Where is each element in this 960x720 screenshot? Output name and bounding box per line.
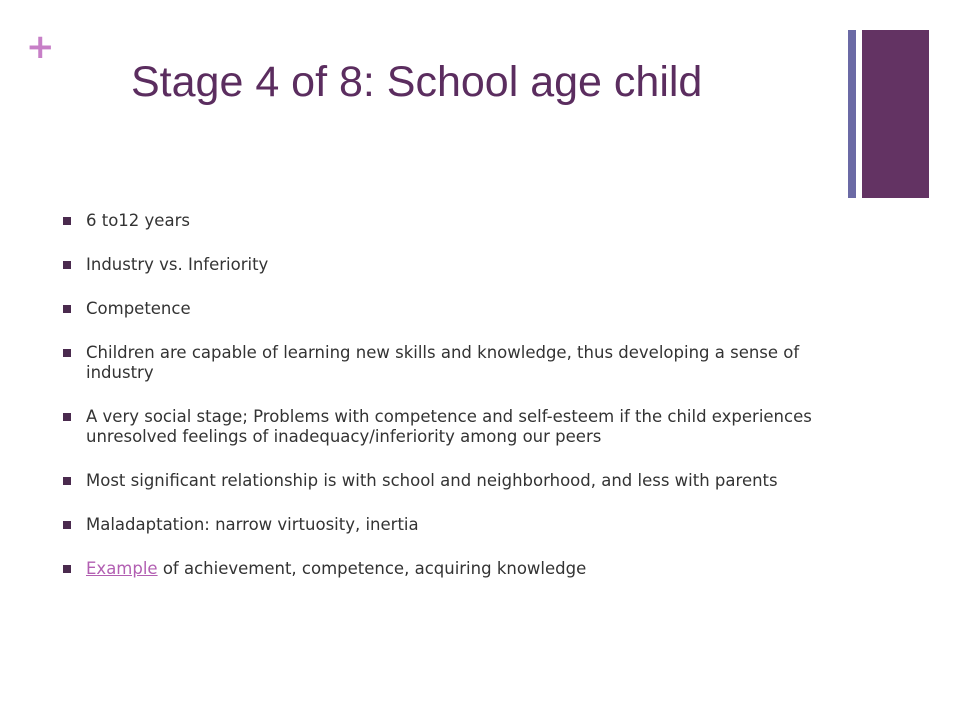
bullet-text: of achievement, competence, acquiring knowledge xyxy=(157,559,587,578)
slide-title: Stage 4 of 8: School age child xyxy=(131,58,703,106)
bullet-text: 6 to12 years xyxy=(86,211,190,230)
bullet-text: Maladaptation: narrow virtuosity, inertia xyxy=(86,515,419,534)
square-bullet-icon xyxy=(63,217,71,225)
bullet-text: A very social stage; Problems with competence and self-esteem if the child experiences unresolved feelings of inadequacy/inferiority among our peers xyxy=(86,407,812,446)
bullet-item-learning xyxy=(62,343,842,383)
bullet-item-crisis xyxy=(62,255,842,275)
example-link[interactable]: Example xyxy=(86,559,158,578)
square-bullet-icon xyxy=(63,565,71,573)
bullet-item-relationships xyxy=(62,471,842,491)
bullet-item-social-stage xyxy=(62,407,842,447)
bullet-item-example xyxy=(62,559,842,579)
bullet-text: Children are capable of learning new skills and knowledge, thus developing a sense of industry xyxy=(86,343,800,382)
square-bullet-icon xyxy=(63,349,71,357)
square-bullet-icon xyxy=(63,261,71,269)
square-bullet-icon xyxy=(63,305,71,313)
bullet-list xyxy=(62,211,842,603)
bullet-item-age-range xyxy=(62,211,842,231)
accent-bar-thick xyxy=(862,30,929,198)
bullet-text: Competence xyxy=(86,299,191,318)
square-bullet-icon xyxy=(63,477,71,485)
plus-icon: + xyxy=(26,27,55,67)
bullet-item-virtue xyxy=(62,299,842,319)
square-bullet-icon xyxy=(63,413,71,421)
bullet-text: Industry vs. Inferiority xyxy=(86,255,269,274)
bullet-item-maladaptation xyxy=(62,515,842,535)
accent-bar-thin xyxy=(848,30,856,198)
square-bullet-icon xyxy=(63,521,71,529)
bullet-text: Most significant relationship is with school and neighborhood, and less with parents xyxy=(86,471,778,490)
